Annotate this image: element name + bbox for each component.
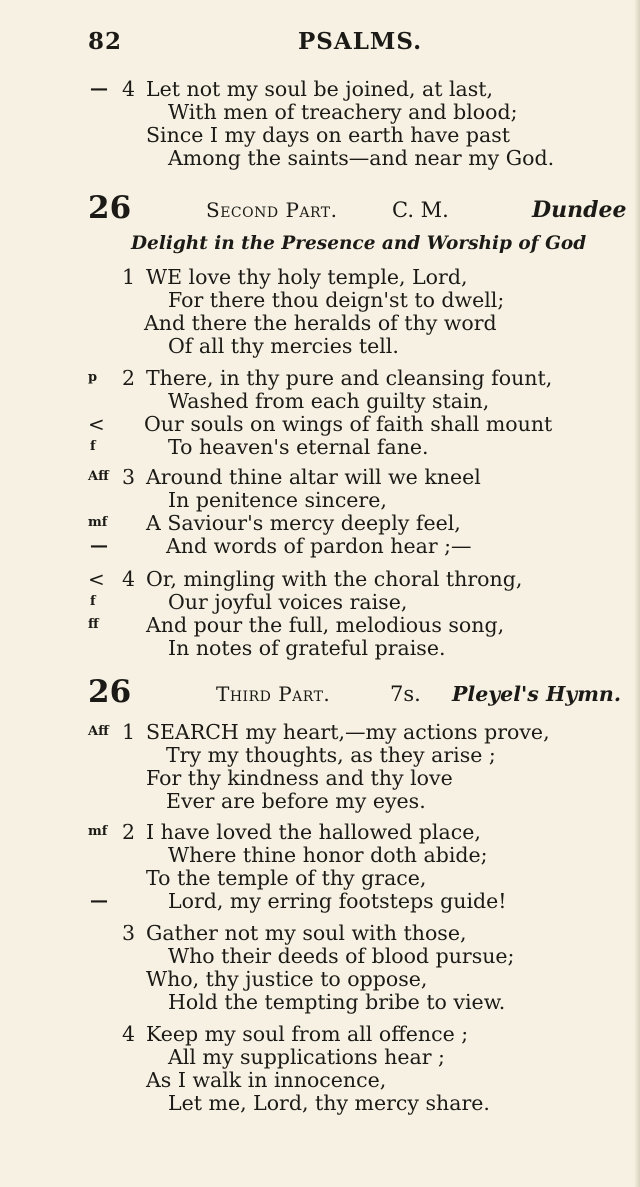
verse-line: Ever are before my eyes. (166, 789, 426, 813)
stanza-number: 1 (122, 720, 136, 744)
page-number: 82 (88, 28, 123, 55)
verse-line: And words of pardon hear ;— (166, 534, 472, 558)
stanza-mark: — (90, 78, 108, 99)
stanza-number: 2 (122, 820, 136, 844)
verse-line: Let me, Lord, thy mercy share. (168, 1091, 490, 1115)
verse-line: Of all thy mercies tell. (168, 334, 399, 358)
hymn-number: 26 (88, 190, 132, 226)
stanza-number: 3 (122, 465, 136, 489)
dynamic-mark: mf (88, 515, 108, 530)
verse-line: Keep my soul from all offence ; (146, 1022, 469, 1046)
verse-line: Who their deeds of blood pursue; (168, 944, 515, 968)
dynamic-mark: f (90, 439, 96, 454)
dynamic-mark: Aff (88, 469, 109, 484)
hymn-part: Second Part. (206, 198, 338, 222)
verse-line: Our joyful voices raise, (168, 590, 408, 614)
verse-line: And there the heralds of thy word (144, 311, 497, 335)
verse-line: Try my thoughts, as they arise ; (166, 743, 496, 767)
stanza-number: 1 (122, 265, 136, 289)
verse-line: All my supplications hear ; (168, 1045, 445, 1069)
hymn-meter: 7s. (390, 682, 421, 706)
verse-line: Hold the tempting bribe to view. (168, 990, 506, 1014)
verse-line: For there thou deign'st to dwell; (168, 288, 505, 312)
verse-line: Who, thy justice to oppose, (146, 967, 428, 991)
verse-line: A Saviour's mercy deeply feel, (146, 511, 461, 535)
verse-line: To the temple of thy grace, (146, 866, 427, 890)
verse-line: Washed from each guilty stain, (168, 389, 490, 413)
verse-line: Or, mingling with the choral throng, (146, 567, 523, 591)
verse-line: As I walk in innocence, (146, 1068, 387, 1092)
verse-line: Lord, my erring footsteps guide! (168, 889, 507, 913)
dynamic-mark: — (90, 890, 108, 911)
verse-line: And pour the full, melodious song, (146, 613, 505, 637)
page-edge-shadow (634, 0, 640, 1187)
verse-line: For thy kindness and thy love (146, 766, 453, 790)
verse-line: To heaven's eternal fane. (168, 435, 429, 459)
verse-line: Among the saints—and near my God. (168, 146, 555, 170)
hymn-subtitle: Delight in the Presence and Worship of God (131, 233, 587, 254)
hymn-part: Third Part. (216, 682, 331, 706)
dynamic-mark: Aff (88, 724, 109, 739)
dynamic-mark: < (88, 567, 105, 591)
dynamic-mark: — (90, 535, 108, 556)
verse-line: In penitence sincere, (168, 488, 387, 512)
dynamic-mark: ff (88, 617, 99, 632)
stanza-number: 2 (122, 366, 136, 390)
verse-line: SEARCH my heart,—my actions prove, (146, 720, 550, 744)
verse-line: Let not my soul be joined, at last, (146, 77, 494, 101)
dynamic-mark: f (90, 594, 96, 609)
running-title: PSALMS. (298, 28, 423, 55)
verse-line: Our souls on wings of faith shall mount (144, 412, 553, 436)
verse-line: In notes of grateful praise. (168, 636, 446, 660)
stanza-number: 4 (122, 1022, 136, 1046)
verse-line: There, in thy pure and cleansing fount, (146, 366, 553, 390)
dynamic-mark: < (88, 412, 105, 436)
verse-line: With men of treachery and blood; (168, 100, 518, 124)
stanza-number: 3 (122, 921, 136, 945)
verse-line: Gather not my soul with those, (146, 921, 467, 945)
running-head (88, 28, 608, 62)
hymn-meter: C. M. (392, 198, 449, 222)
hymn-number: 26 (88, 674, 132, 710)
verse-line: Since I my days on earth have past (146, 123, 510, 147)
verse-line: WE love thy holy temple, Lord, (146, 265, 468, 289)
tune-name: Pleyel's Hymn. (452, 682, 621, 706)
verse-line: Around thine altar will we kneel (146, 465, 481, 489)
dynamic-mark: mf (88, 824, 108, 839)
dynamic-mark: p (88, 370, 98, 385)
verse-line: Where thine honor doth abide; (168, 843, 488, 867)
verse-line: I have loved the hallowed place, (146, 820, 481, 844)
stanza-number: 4 (122, 567, 136, 591)
stanza-number: 4 (122, 77, 136, 101)
tune-name: Dundee (532, 197, 627, 223)
